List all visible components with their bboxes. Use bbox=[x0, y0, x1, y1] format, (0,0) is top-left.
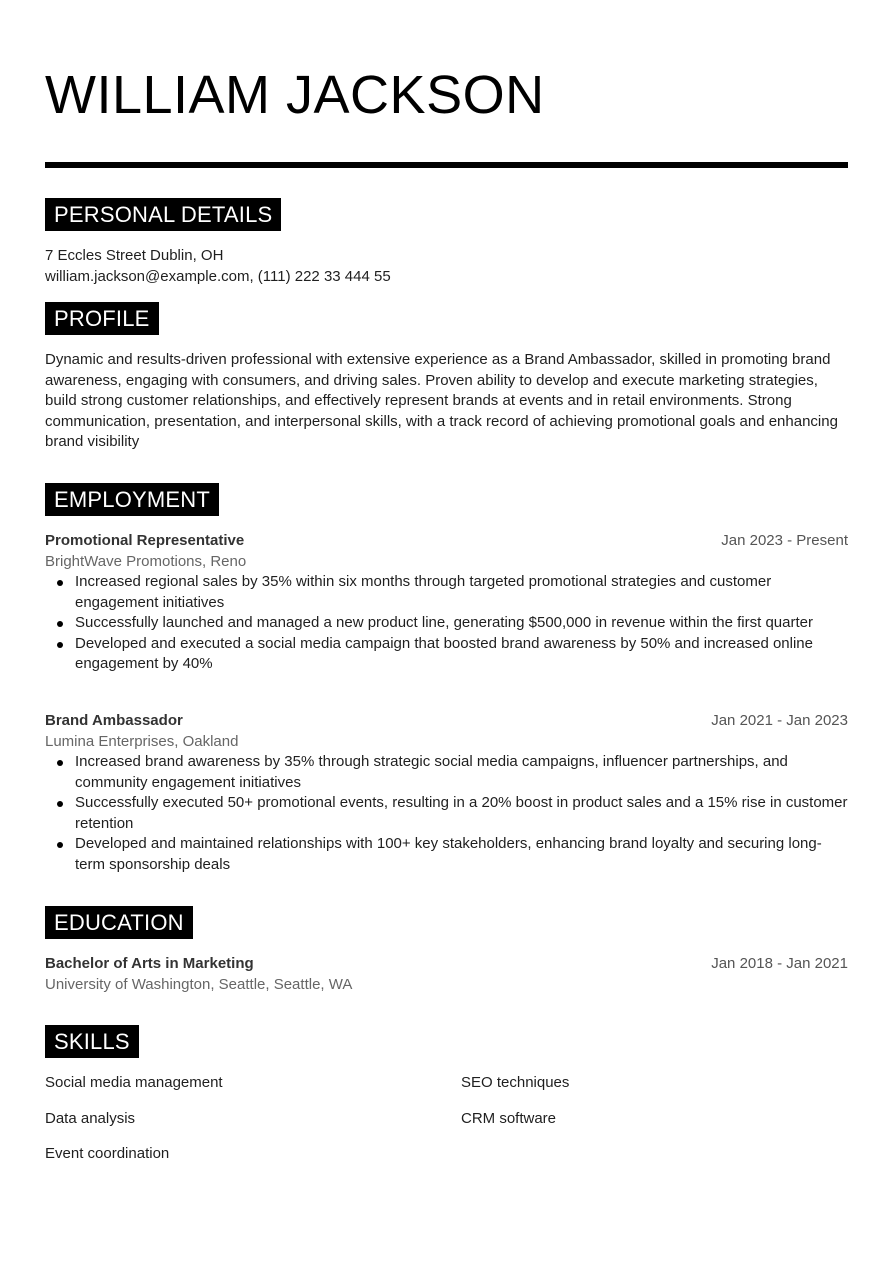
section-heading-skills: SKILLS bbox=[45, 1025, 139, 1058]
address-text: 7 Eccles Street Dublin, OH bbox=[45, 247, 224, 264]
candidate-name: WILLIAM JACKSON bbox=[45, 65, 545, 125]
job-dates: Jan 2023 - Present bbox=[721, 532, 848, 549]
job-title: Promotional Representative bbox=[45, 532, 245, 549]
job-bullet: Increased regional sales by 35% within six months through targeted promotional strategies and customer engagement initiatives bbox=[45, 572, 848, 613]
profile-summary: Dynamic and results-driven professional with extensive experience as a Brand Ambassador, skilled in promoting brand awareness, engaging with consumers, and driving sales. Proven ability to develop and execute marketing strategies, build strong customer relationships, and effectively represent brands at events and in retail environments. Strong communication, presentation, and interpersonal skills, with a track record of achieving promotional goals and enhancing brand visibility bbox=[45, 351, 838, 451]
job-company: BrightWave Promotions, Reno bbox=[45, 553, 247, 570]
job-bullet: Developed and executed a social media campaign that boosted brand awareness by 50% and increased online engagement by 40% bbox=[45, 634, 848, 675]
section-heading-personal-details: PERSONAL DETAILS bbox=[45, 198, 281, 231]
section-heading-employment: EMPLOYMENT bbox=[45, 483, 219, 516]
section-heading-education: EDUCATION bbox=[45, 906, 193, 939]
skill-item: SEO techniques bbox=[461, 1074, 570, 1091]
section-heading-profile: PROFILE bbox=[45, 302, 159, 335]
degree-title: Bachelor of Arts in Marketing bbox=[45, 955, 254, 972]
skill-item: Social media management bbox=[45, 1074, 223, 1091]
job-company: Lumina Enterprises, Oakland bbox=[45, 733, 239, 750]
skill-item: CRM software bbox=[461, 1110, 557, 1127]
school-name: University of Washington, Seattle, Seattle, WA bbox=[45, 976, 353, 993]
education-dates: Jan 2018 - Jan 2021 bbox=[711, 955, 848, 972]
job-bullet-list bbox=[45, 572, 848, 675]
job-bullet: Successfully executed 50+ promotional events, resulting in a 20% boost in product sales and a 15% rise in customer retention bbox=[45, 793, 848, 834]
job-dates: Jan 2021 - Jan 2023 bbox=[711, 712, 848, 729]
job-bullet: Increased brand awareness by 35% through strategic social media campaigns, influencer partnerships, and community engagement initiatives bbox=[45, 752, 848, 793]
job-bullet: Successfully launched and managed a new product line, generating $500,000 in revenue within the first quarter bbox=[45, 613, 848, 634]
job-bullet: Developed and maintained relationships with 100+ key stakeholders, enhancing brand loyalty and securing long-term sponsorship deals bbox=[45, 834, 848, 875]
contact-text: william.jackson@example.com, (111) 222 33 444 55 bbox=[45, 268, 391, 285]
header-divider bbox=[45, 162, 848, 168]
job-title: Brand Ambassador bbox=[45, 712, 183, 729]
job-bullet-list bbox=[45, 752, 848, 876]
skill-item: Data analysis bbox=[45, 1110, 136, 1127]
skill-item: Event coordination bbox=[45, 1145, 170, 1162]
